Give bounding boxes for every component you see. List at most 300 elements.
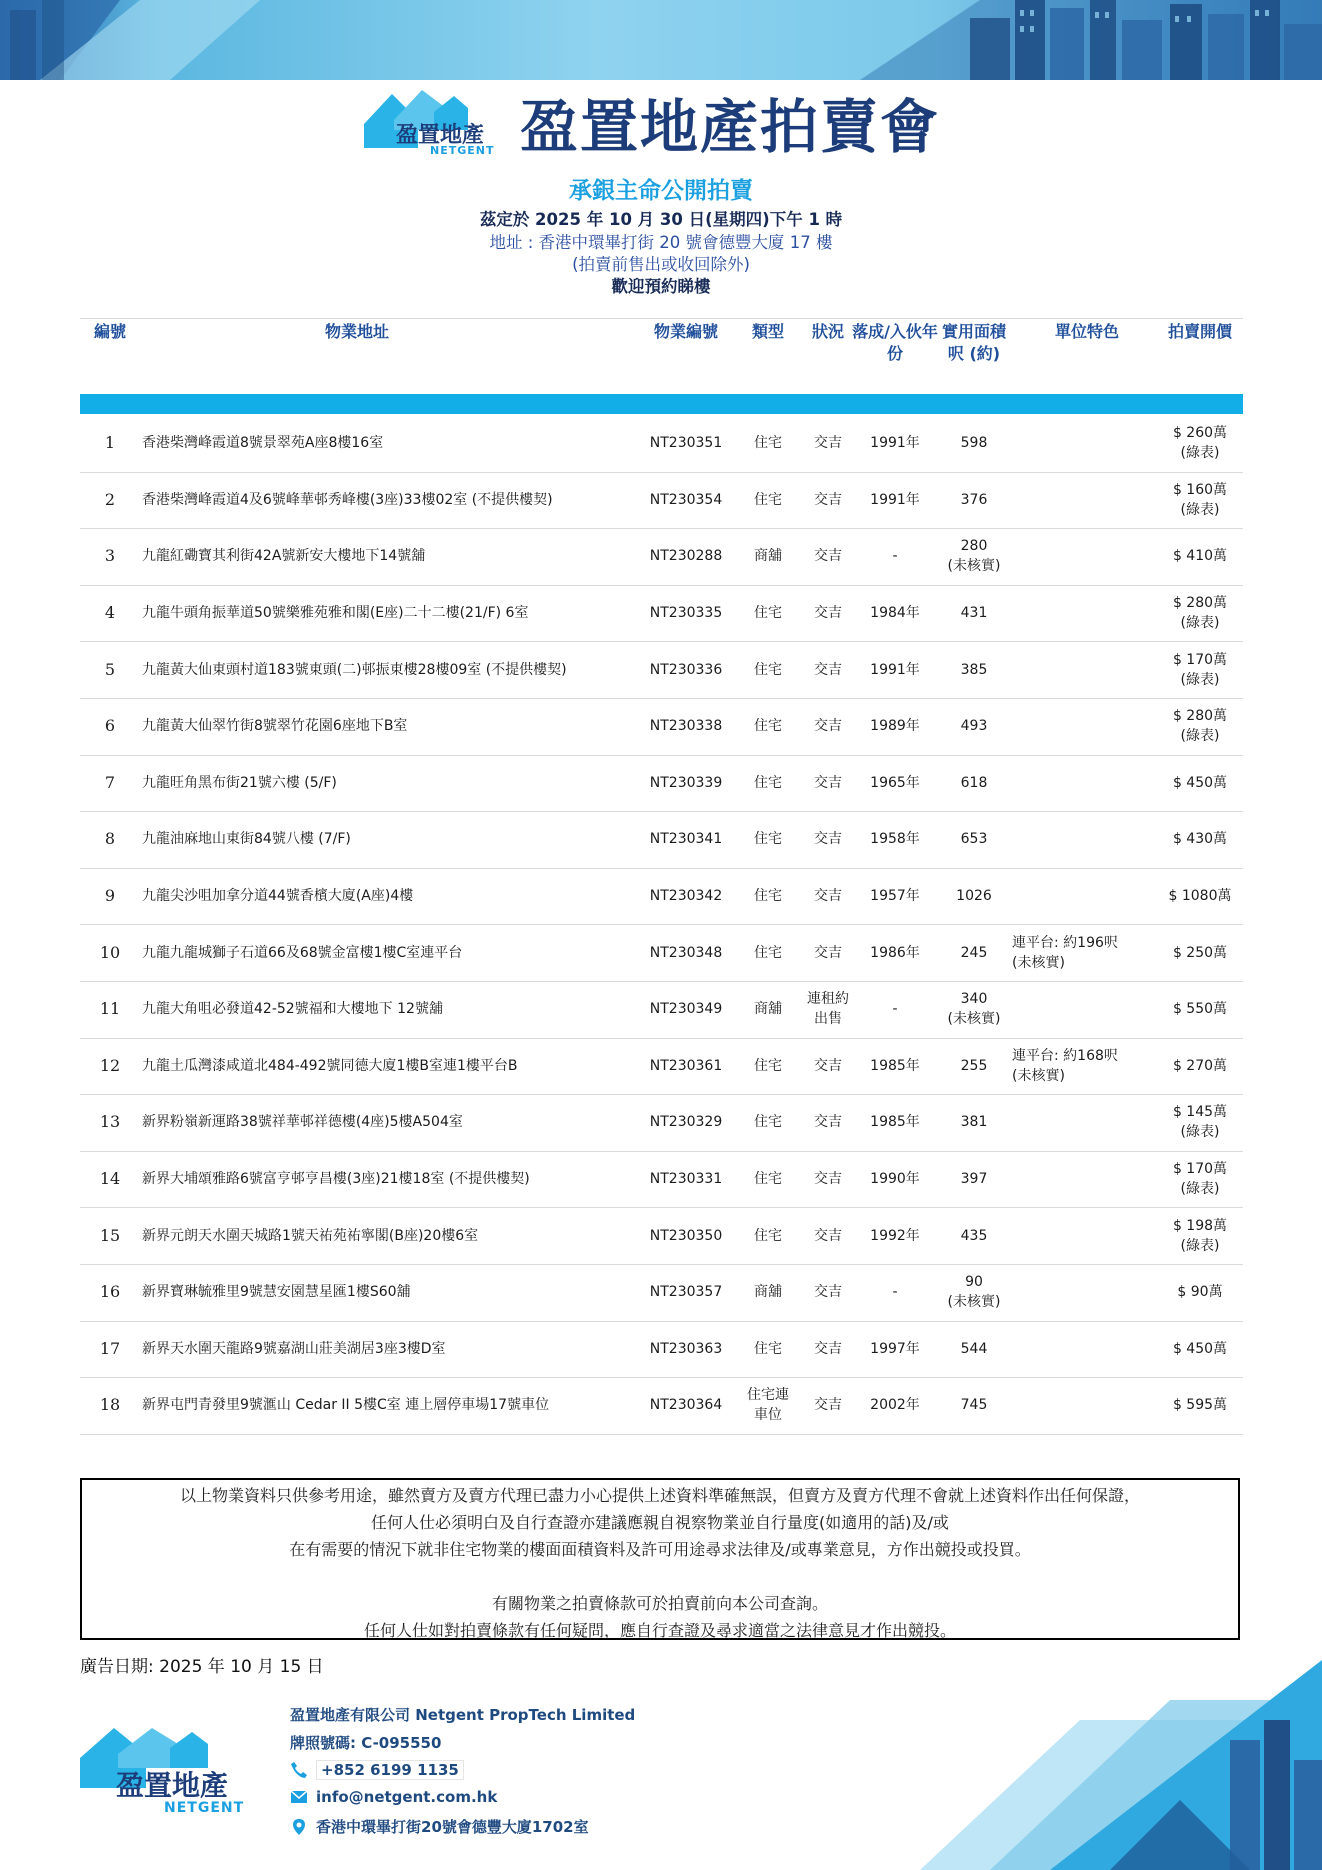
row-code — [636, 1207, 736, 1264]
row-address — [142, 472, 702, 529]
row-status-text: 交吉 — [814, 1171, 842, 1188]
footer-license — [290, 1732, 441, 1753]
row-year — [858, 528, 932, 585]
row-area-note: (未核實) — [947, 558, 1001, 575]
footer-company — [290, 1704, 635, 1725]
row-address-text: 九龍九龍城獅子石道66及68號金富樓1樓C室連平台 — [142, 944, 463, 961]
row-status-text: 交吉 — [814, 944, 842, 961]
header-logo — [364, 90, 495, 158]
row-feature — [1012, 868, 1122, 925]
row-no — [80, 1264, 140, 1321]
row-address-text: 香港柴灣峰霞道4及6號峰華邨秀峰樓(3座)33樓02室 (不提供樓契) — [142, 491, 553, 508]
row-price-note: (綠表) — [1180, 728, 1220, 745]
row-year — [858, 585, 932, 642]
row-price — [1150, 472, 1250, 529]
row-no-text: 17 — [99, 1338, 121, 1358]
row-status — [800, 472, 856, 529]
row-code — [636, 755, 736, 812]
row-area — [932, 811, 1016, 868]
row-price-note: (綠表) — [1180, 1181, 1220, 1198]
footer-address-text: 香港中環畢打街20號會德豐大廈1702室 — [316, 1818, 589, 1836]
row-code — [636, 1151, 736, 1208]
header-logo-en: NETGENT — [430, 144, 495, 157]
row-year-text: 1992年 — [870, 1227, 920, 1244]
row-year-text: 2002年 — [870, 1397, 920, 1414]
row-status — [800, 755, 856, 812]
row-year — [858, 1264, 932, 1321]
row-type — [736, 1038, 800, 1095]
phone-icon — [290, 1761, 308, 1779]
row-year-text: - — [892, 548, 898, 565]
row-no — [80, 981, 140, 1038]
footer-logo-cn: 盈置地產 — [116, 1769, 229, 1802]
row-type — [736, 868, 800, 925]
row-code-text: NT230364 — [649, 1397, 723, 1414]
row-type-text: 住宅 — [754, 718, 782, 735]
table-row — [80, 868, 1243, 926]
row-type — [736, 698, 800, 755]
row-address — [142, 924, 702, 981]
row-area-text: 544 — [960, 1340, 988, 1357]
row-price — [1150, 811, 1250, 868]
row-price-text: $ 595萬 — [1172, 1397, 1228, 1414]
row-type-text: 住宅 — [754, 1227, 782, 1244]
row-area — [932, 1321, 1016, 1378]
row-type — [736, 1377, 800, 1434]
row-no-text: 12 — [99, 1055, 121, 1075]
row-code — [636, 924, 736, 981]
table-row — [80, 1094, 1243, 1152]
row-type-text: 住宅 — [754, 1171, 782, 1188]
disclaimer-line: 以上物業資料只供參考用途，雖然賣方及賣方代理已盡力小心提供上述資料準確無誤，但賣方及賣方代理不會就上述資料作出任何保證， — [179, 1486, 1140, 1505]
row-address — [142, 1038, 702, 1095]
row-status — [800, 981, 856, 1038]
row-status-text: 交吉 — [814, 888, 842, 905]
row-address — [142, 415, 702, 472]
row-area — [932, 415, 1016, 472]
row-year-text: 1989年 — [870, 718, 920, 735]
row-area-text: 255 — [960, 1057, 988, 1074]
row-code-text: NT230357 — [649, 1284, 723, 1301]
row-price-text: $ 250萬 — [1172, 944, 1228, 961]
viewing-note: 歡迎預約睇樓 — [611, 277, 711, 296]
row-no-text: 8 — [104, 829, 116, 849]
row-code — [636, 528, 736, 585]
table-row — [80, 1377, 1243, 1435]
row-address-text: 新界屯門青發里9號滙山 Cedar II 5樓C室 連上層停車場17號車位 — [142, 1397, 550, 1414]
row-price — [1150, 1038, 1250, 1095]
row-area — [932, 698, 1016, 755]
row-price-text: $ 145萬 — [1172, 1104, 1228, 1121]
table-row — [80, 755, 1243, 813]
table-row — [80, 1207, 1243, 1265]
row-no — [80, 698, 140, 755]
table-row — [80, 811, 1243, 869]
auction-date: 茲定於 2025 年 10 月 30 日(星期四)下午 1 時 — [479, 210, 843, 229]
row-area-text: 385 — [960, 661, 988, 678]
row-address-text: 九龍油麻地山東街84號八樓 (7/F) — [142, 831, 351, 848]
row-code-text: NT230351 — [649, 435, 723, 452]
row-code — [636, 472, 736, 529]
row-price-text: $ 450萬 — [1172, 1340, 1228, 1357]
row-address — [142, 811, 702, 868]
row-area-text: 340 — [960, 991, 988, 1008]
row-type — [736, 981, 800, 1038]
row-price-text: $ 170萬 — [1172, 1161, 1228, 1178]
row-status-note: 出售 — [814, 1011, 842, 1028]
row-no — [80, 641, 140, 698]
row-address — [142, 1094, 702, 1151]
footer-phone — [290, 1760, 464, 1780]
row-no-text: 18 — [99, 1395, 121, 1415]
row-area — [932, 1377, 1016, 1434]
row-type — [736, 472, 800, 529]
row-area-text: 397 — [960, 1171, 988, 1188]
row-feature-note: (未核實) — [1012, 954, 1065, 971]
header-logo-cn: 盈置地產 — [396, 123, 485, 148]
row-type — [736, 585, 800, 642]
row-year-text: 1985年 — [870, 1057, 920, 1074]
row-status-text: 交吉 — [814, 1114, 842, 1131]
row-address — [142, 1207, 702, 1264]
footer-logo-en: NETGENT — [164, 1800, 245, 1816]
row-no-text: 14 — [99, 1169, 121, 1189]
row-no — [80, 1094, 140, 1151]
row-year-text: 1997年 — [870, 1340, 920, 1357]
row-code-text: NT230338 — [649, 718, 723, 735]
row-type — [736, 1094, 800, 1151]
row-type-text: 住宅 — [754, 831, 782, 848]
row-no — [80, 755, 140, 812]
row-type — [736, 641, 800, 698]
row-no — [80, 868, 140, 925]
row-year-text: - — [892, 1284, 898, 1301]
row-feature — [1012, 811, 1122, 868]
row-year — [858, 641, 932, 698]
row-status-text: 交吉 — [814, 718, 842, 735]
row-area — [932, 641, 1016, 698]
row-type — [736, 811, 800, 868]
row-status — [800, 528, 856, 585]
row-status-text: 交吉 — [814, 774, 842, 791]
auction-address: 地址 : 香港中環畢打街 20 號會德豐大廈 17 樓 — [489, 233, 833, 252]
row-code-text: NT230335 — [649, 605, 723, 622]
table-row — [80, 698, 1243, 756]
row-address-text: 九龍黃大仙翠竹街8號翠竹花園6座地下B室 — [142, 718, 408, 735]
table-row — [80, 1321, 1243, 1379]
row-status-text: 交吉 — [814, 1227, 842, 1244]
row-year-text: 1958年 — [870, 831, 920, 848]
row-address-text: 新界粉嶺新運路38號祥華邨祥德樓(4座)5樓A504室 — [142, 1114, 463, 1131]
row-code-text: NT230341 — [649, 831, 723, 848]
row-no-text: 2 — [104, 489, 116, 509]
row-address — [142, 755, 702, 812]
row-address — [142, 1321, 702, 1378]
row-address-text: 香港柴灣峰霞道8號景翠苑A座8樓16室 — [142, 435, 384, 452]
row-no-text: 16 — [99, 1282, 121, 1302]
row-feature — [1012, 755, 1122, 812]
row-type-text: 住宅 — [754, 1340, 782, 1357]
row-status-text: 交吉 — [814, 1397, 842, 1414]
row-no — [80, 1151, 140, 1208]
row-code — [636, 698, 736, 755]
row-price — [1150, 924, 1250, 981]
col-no: 編號 — [93, 322, 126, 341]
table-header-bar — [80, 394, 1243, 414]
row-year-text: 1965年 — [870, 774, 920, 791]
row-code-text: NT230288 — [649, 548, 723, 565]
top-banner — [0, 0, 1322, 80]
row-price-note: (綠表) — [1180, 501, 1220, 518]
footer-logo — [80, 1728, 248, 1818]
row-feature — [1012, 1377, 1122, 1434]
table-row — [80, 981, 1243, 1039]
row-no — [80, 1207, 140, 1264]
row-area-text: 598 — [960, 435, 988, 452]
row-no — [80, 1321, 140, 1378]
row-price-text: $ 410萬 — [1172, 548, 1228, 565]
row-area — [932, 1094, 1016, 1151]
footer-license-text: 牌照號碼: C-095550 — [290, 1734, 442, 1752]
row-type-text: 住宅連 — [747, 1387, 789, 1404]
row-price-text: $ 270萬 — [1172, 1057, 1228, 1074]
row-status-text: 交吉 — [814, 1284, 842, 1301]
row-year — [858, 698, 932, 755]
row-type-text: 住宅 — [754, 605, 782, 622]
row-code — [636, 641, 736, 698]
col-status: 狀況 — [811, 322, 844, 341]
row-type — [736, 1151, 800, 1208]
row-area-text: 381 — [960, 1114, 988, 1131]
row-type-text: 住宅 — [754, 944, 782, 961]
row-type-text: 住宅 — [754, 1114, 782, 1131]
row-feature — [1012, 1264, 1122, 1321]
row-no — [80, 1038, 140, 1095]
row-area-text: 653 — [960, 831, 988, 848]
row-type-text: 住宅 — [754, 435, 782, 452]
row-type-text: 商舖 — [754, 1001, 782, 1018]
row-year — [858, 868, 932, 925]
row-area-text: 280 — [960, 538, 988, 555]
row-price — [1150, 698, 1250, 755]
row-status — [800, 1264, 856, 1321]
location-pin-icon — [290, 1818, 308, 1836]
disclaimer-line: 在有需要的情況下就非住宅物業的樓面面積資料及許可用途尋求法律及/或專業意見，方作出競投或投買。 — [289, 1540, 1031, 1559]
row-code — [636, 868, 736, 925]
row-year — [858, 1038, 932, 1095]
row-year-text: 1985年 — [870, 1114, 920, 1131]
row-type-note: 車位 — [754, 1407, 782, 1424]
row-area-text: 435 — [960, 1227, 988, 1244]
ad-date: 廣告日期: 2025 年 10 月 15 日 — [80, 1657, 324, 1677]
row-no-text: 15 — [99, 1225, 121, 1245]
footer-address — [290, 1816, 589, 1837]
row-address — [142, 1377, 702, 1434]
row-no — [80, 585, 140, 642]
row-status-text: 交吉 — [814, 661, 842, 678]
row-status — [800, 1321, 856, 1378]
row-code — [636, 415, 736, 472]
table-row — [80, 924, 1243, 982]
row-no — [80, 472, 140, 529]
row-type-text: 住宅 — [754, 888, 782, 905]
row-price — [1150, 641, 1250, 698]
row-no — [80, 924, 140, 981]
row-year — [858, 811, 932, 868]
row-address-text: 新界天水圍天龍路9號嘉湖山莊美湖居3座3樓D室 — [142, 1340, 446, 1357]
row-address — [142, 585, 702, 642]
col-area: 實用面積呎 (約) — [941, 322, 1006, 363]
row-code-text: NT230350 — [649, 1227, 723, 1244]
col-year: 落成/入伙年份 — [852, 322, 938, 363]
col-price: 拍賣開價 — [1167, 322, 1232, 341]
disclaimer-line: 任何人仕如對拍賣條款有任何疑問，應自行查證及尋求適當之法律意見才作出競投。 — [363, 1621, 956, 1640]
row-feature-text: 連平台: 約196呎 — [1012, 934, 1118, 951]
row-area — [932, 1207, 1016, 1264]
row-year — [858, 1321, 932, 1378]
row-code — [636, 1094, 736, 1151]
auction-note: (拍賣前售出或收回除外) — [572, 255, 750, 274]
row-area-note: (未核實) — [947, 1011, 1001, 1028]
auction-subtitle: 承銀主命公開拍賣 — [569, 178, 753, 204]
row-year-text: 1984年 — [870, 605, 920, 622]
row-type — [736, 1207, 800, 1264]
row-status-text: 交吉 — [814, 491, 842, 508]
row-no-text: 3 — [104, 546, 116, 566]
row-type — [736, 528, 800, 585]
row-year — [858, 1151, 932, 1208]
row-status — [800, 924, 856, 981]
row-address-text: 新界元朗天水圍天城路1號天祐苑祐寧閣(B座)20樓6室 — [142, 1227, 479, 1244]
row-status — [800, 1207, 856, 1264]
row-no-text: 4 — [104, 603, 116, 623]
row-address — [142, 868, 702, 925]
row-year — [858, 755, 932, 812]
row-area-text: 493 — [960, 718, 988, 735]
row-price-text: $ 280萬 — [1172, 595, 1228, 612]
row-status-text: 交吉 — [814, 1340, 842, 1357]
row-type-text: 商舖 — [754, 548, 782, 565]
row-address-text: 九龍尖沙咀加拿分道44號香檳大廈(A座)4樓 — [142, 888, 414, 905]
footer-phone-text: +852 6199 1135 — [316, 1760, 464, 1780]
row-code — [636, 1264, 736, 1321]
row-status — [800, 698, 856, 755]
row-year — [858, 1207, 932, 1264]
email-icon — [290, 1788, 308, 1806]
row-no-text: 6 — [104, 716, 116, 736]
row-price — [1150, 868, 1250, 925]
row-price-text: $ 170萬 — [1172, 651, 1228, 668]
row-address — [142, 981, 702, 1038]
row-area-text: 431 — [960, 605, 988, 622]
footer-email — [290, 1788, 497, 1806]
row-no — [80, 811, 140, 868]
row-type — [736, 1264, 800, 1321]
row-feature-note: (未核實) — [1012, 1067, 1065, 1084]
col-address: 物業地址 — [324, 322, 389, 341]
table-row — [80, 1264, 1243, 1322]
row-address-text: 九龍土瓜灣漆咸道北484-492號同德大廈1樓B室連1樓平台B — [142, 1057, 518, 1074]
row-price-text: $ 198萬 — [1172, 1217, 1228, 1234]
row-area — [932, 1151, 1016, 1208]
row-price — [1150, 415, 1250, 472]
row-code-text: NT230361 — [649, 1057, 723, 1074]
row-no — [80, 1377, 140, 1434]
row-code-text: NT230342 — [649, 888, 723, 905]
row-area-text: 1026 — [956, 888, 992, 905]
row-price — [1150, 528, 1250, 585]
row-year-text: 1990年 — [870, 1171, 920, 1188]
table-row — [80, 472, 1243, 530]
disclaimer-line: 有關物業之拍賣條款可於拍賣前向本公司查詢。 — [491, 1594, 828, 1613]
row-area-text: 376 — [960, 491, 988, 508]
row-year — [858, 981, 932, 1038]
row-year — [858, 472, 932, 529]
row-price-text: $ 550萬 — [1172, 1001, 1228, 1018]
table-row — [80, 1038, 1243, 1096]
row-feature — [1012, 641, 1122, 698]
row-feature — [1012, 698, 1122, 755]
disclaimer-box — [80, 1478, 1240, 1640]
row-price-text: $ 260萬 — [1172, 425, 1228, 442]
row-price-note: (綠表) — [1180, 1124, 1220, 1141]
row-code-text: NT230348 — [649, 944, 723, 961]
row-status — [800, 1151, 856, 1208]
row-year — [858, 415, 932, 472]
row-status — [800, 415, 856, 472]
row-type — [736, 415, 800, 472]
row-feature — [1012, 1151, 1122, 1208]
row-feature — [1012, 1094, 1122, 1151]
row-year-text: 1991年 — [870, 491, 920, 508]
row-code-text: NT230363 — [649, 1340, 723, 1357]
row-year-text: - — [892, 1001, 898, 1018]
row-type-text: 商舖 — [754, 1284, 782, 1301]
col-feature: 單位特色 — [1054, 322, 1119, 341]
table-header — [80, 318, 1243, 393]
row-price-note: (綠表) — [1180, 671, 1220, 688]
row-code — [636, 1321, 736, 1378]
row-feature — [1012, 1038, 1122, 1095]
row-price-note: (綠表) — [1180, 1237, 1220, 1254]
row-feature — [1012, 924, 1122, 981]
row-code — [636, 1038, 736, 1095]
row-no-text: 1 — [104, 433, 116, 453]
row-area-text: 245 — [960, 944, 988, 961]
row-no-text: 11 — [99, 999, 121, 1019]
row-feature-text: 連平台: 約168呎 — [1012, 1047, 1118, 1064]
row-type-text: 住宅 — [754, 1057, 782, 1074]
row-code-text: NT230339 — [649, 774, 723, 791]
footer-email-text: info@netgent.com.hk — [316, 1788, 498, 1806]
row-price — [1150, 1264, 1250, 1321]
row-no — [80, 415, 140, 472]
disclaimer-line: 任何人仕必須明白及自行查證亦建議應親自視察物業並自行量度(如適用的話)及/或 — [371, 1513, 949, 1532]
row-code — [636, 811, 736, 868]
row-price-note: (綠表) — [1180, 615, 1220, 632]
row-address-text: 九龍大角咀必發道42-52號福和大樓地下 12號舖 — [142, 1001, 443, 1018]
row-code — [636, 1377, 736, 1434]
row-type-text: 住宅 — [754, 774, 782, 791]
row-price-text: $ 160萬 — [1172, 481, 1228, 498]
row-year — [858, 924, 932, 981]
row-code-text: NT230329 — [649, 1114, 723, 1131]
row-code — [636, 981, 736, 1038]
row-area — [932, 868, 1016, 925]
row-price-text: $ 450萬 — [1172, 774, 1228, 791]
row-area — [932, 1264, 1016, 1321]
row-type — [736, 755, 800, 812]
